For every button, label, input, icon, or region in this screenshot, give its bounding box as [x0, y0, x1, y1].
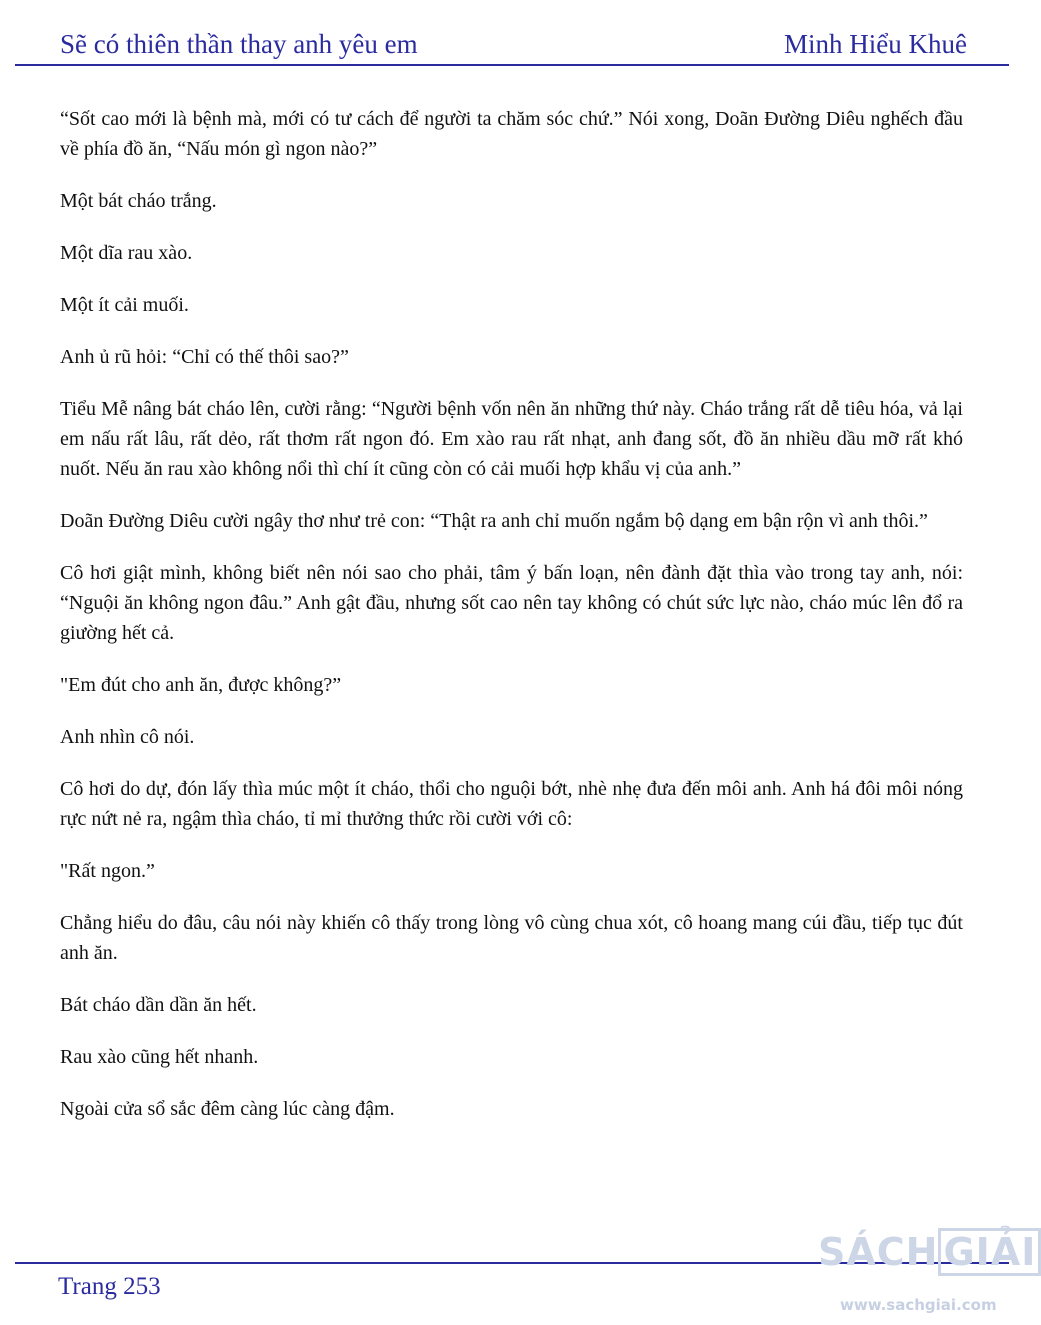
paragraph: Bát cháo dần dần ăn hết.	[60, 994, 257, 1016]
paragraph: Anh ủ rũ hỏi: “Chỉ có thế thôi sao?”	[60, 346, 349, 368]
watermark-wordmark	[818, 1228, 1041, 1276]
book-title: Sẽ có thiên thần thay anh yêu em	[60, 28, 418, 59]
watermark-logo	[818, 1222, 1037, 1325]
watermark-word-right: GIẢI	[938, 1228, 1041, 1276]
paragraph: Chẳng hiểu do đâu, câu nói này khiến cô thấy trong lòng vô cùng chua xót, cô hoang mang cúi đầu, tiếp tục đút anh ăn.	[60, 912, 963, 964]
header-divider	[15, 64, 1009, 66]
paragraph: "Em đút cho anh ăn, được không?”	[60, 674, 342, 696]
running-header	[60, 26, 967, 62]
paragraph: Một dĩa rau xào.	[60, 242, 193, 264]
paragraph: Một bát cháo trắng.	[60, 190, 217, 212]
watermark-word-left: SÁCH	[818, 1230, 939, 1274]
page-number: Trang 253	[58, 1273, 161, 1300]
paragraph: Một ít cải muối.	[60, 294, 189, 316]
paragraph: Ngoài cửa sổ sắc đêm càng lúc càng đậm.	[60, 1098, 395, 1120]
paragraph: “Sốt cao mới là bệnh mà, mới có tư cách để người ta chăm sóc chứ.” Nói xong, Doãn Đường Diêu nghếch đầu về phía đồ ăn, “Nấu món gì ngon nào?”	[60, 108, 963, 160]
paragraph: Tiểu Mễ nâng bát cháo lên, cười rằng: “Người bệnh vốn nên ăn những thứ này. Cháo trắng rất dễ tiêu hóa, vả lại em nấu rất lâu, rất dẻo, rất thơm rất ngon đó. Em xào rau rất nhạt, anh đang sốt, đồ ăn nhiều dầu mỡ rất khó nuốt. Nếu ăn rau xào không nổi thì chí ít cũng còn có cải muối hợp khẩu vị của anh.”	[60, 398, 963, 480]
paragraph: "Rất ngon.”	[60, 860, 155, 882]
paragraph: Cô hơi do dự, đón lấy thìa múc một ít cháo, thổi cho nguội bớt, nhè nhẹ đưa đến môi anh. Anh há đôi môi nóng rực nứt nẻ ra, ngậm thìa cháo, tỉ mỉ thưởng thức rồi cười với cô:	[60, 778, 963, 830]
author-name: Minh Hiểu Khuê	[784, 28, 967, 59]
paragraph: Doãn Đường Diêu cười ngây thơ như trẻ con: “Thật ra anh chỉ muốn ngắm bộ dạng em bận rộn vì anh thôi.”	[60, 510, 928, 532]
page-body	[60, 104, 963, 1146]
paragraph: Rau xào cũng hết nhanh.	[60, 1046, 259, 1068]
paragraph: Cô hơi giật mình, không biết nên nói sao cho phải, tâm ý bấn loạn, nên đành đặt thìa vào trong tay anh, nói: “Nguội ăn không ngon đâu.” Anh gật đầu, nhưng sốt cao nên tay không có chút sức lực nào, cháo múc lên đổ ra giường hết cả.	[60, 562, 963, 644]
paragraph: Anh nhìn cô nói.	[60, 726, 195, 748]
watermark-url: www.sachgiai.com	[840, 1296, 997, 1314]
